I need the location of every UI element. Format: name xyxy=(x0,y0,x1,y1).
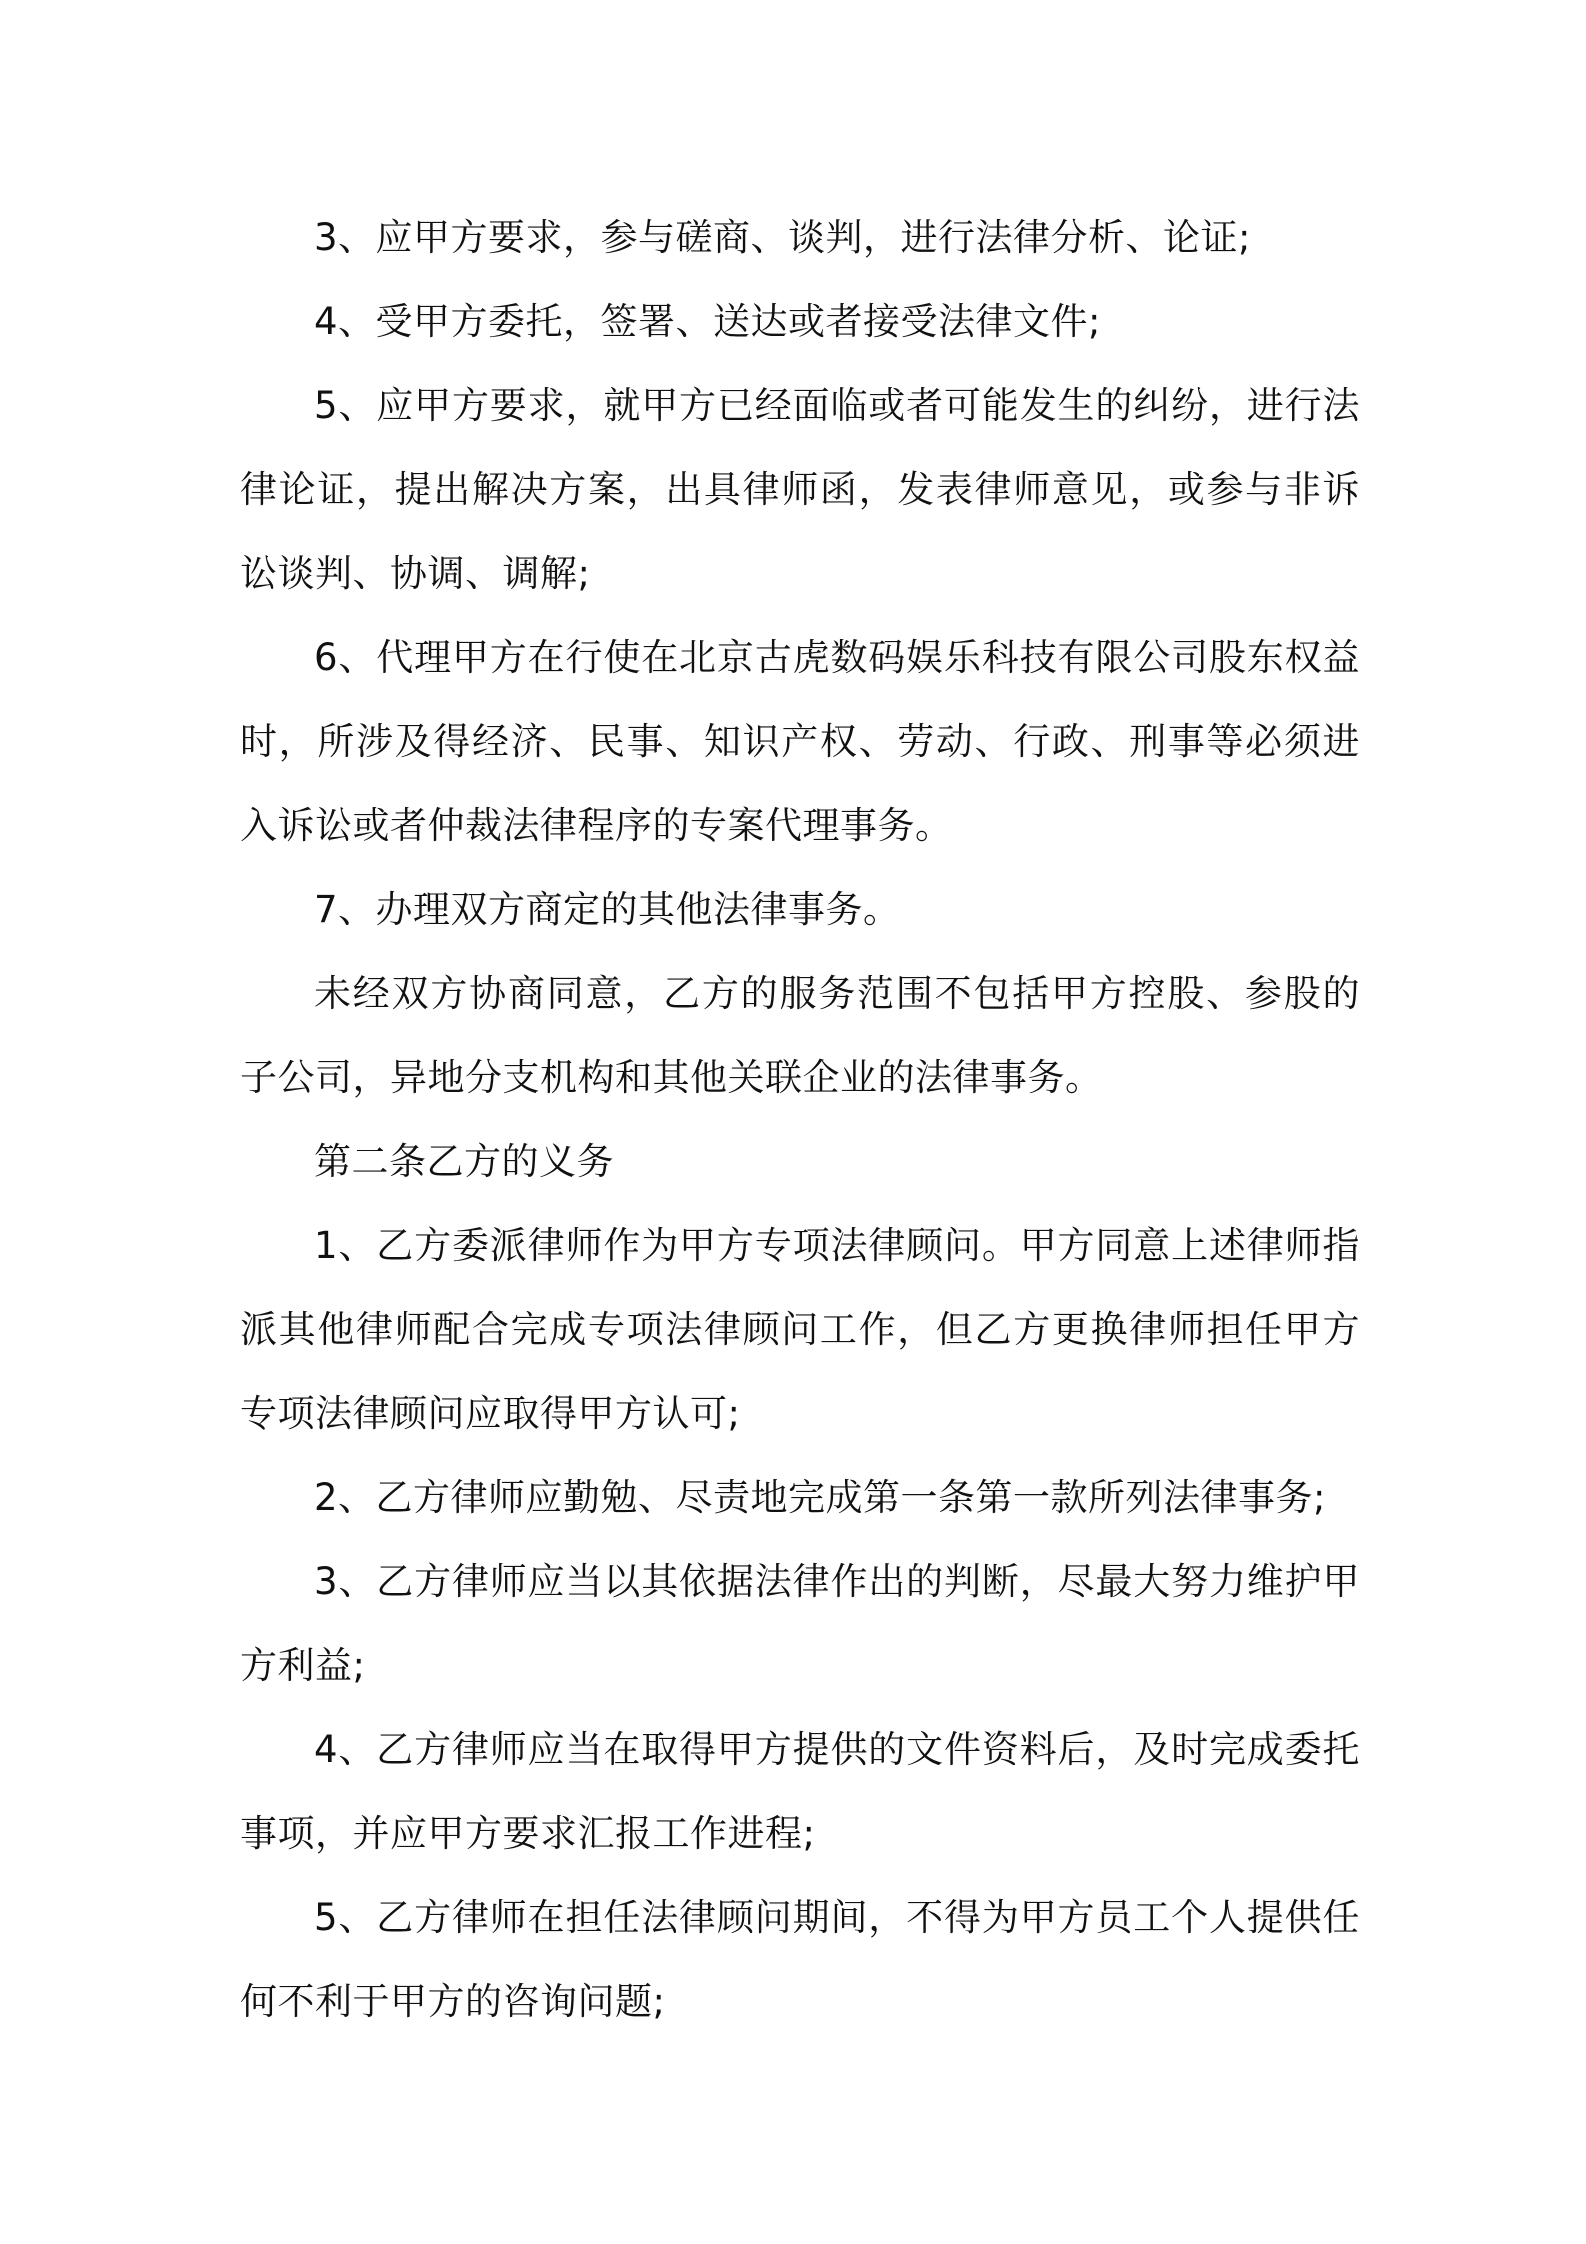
paragraph-item-7: 7、办理双方商定的其他法律事务。 xyxy=(314,888,901,931)
obligation-item-5: 5、乙方律师在担任法律顾问期间，不得为甲方员工个人提供任何不利于甲方的咨询问题; xyxy=(240,1896,1360,2023)
obligation-item-3: 3、乙方律师应当以其依据法律作出的判断，尽最大努力维护甲方利益; xyxy=(240,1560,1360,1687)
paragraph-item-4: 4、受甲方委托，签署、送达或者接受法律文件; xyxy=(314,300,1102,343)
paragraph-item-6: 6、代理甲方在行使在北京古虎数码娱乐科技有限公司股东权益时，所涉及得经济、民事、知识产权、劳动、行政、刑事等必须进入诉讼或者仲裁法律程序的专案代理事务。 xyxy=(240,636,1360,847)
paragraph-service-scope: 未经双方协商同意，乙方的服务范围不包括甲方控股、参股的子公司，异地分支机构和其他关联企业的法律事务。 xyxy=(240,972,1360,1099)
document-body xyxy=(240,196,1360,2044)
obligation-item-1: 1、乙方委派律师作为甲方专项法律顾问。甲方同意上述律师指派其他律师配合完成专项法律顾问工作，但乙方更换律师担任甲方专项法律顾问应取得甲方认可; xyxy=(240,1224,1360,1435)
obligation-item-2: 2、乙方律师应勤勉、尽责地完成第一条第一款所列法律事务; xyxy=(314,1476,1327,1519)
paragraph-item-5: 5、应甲方要求，就甲方已经面临或者可能发生的纠纷，进行法律论证，提出解决方案，出具律师函，发表律师意见，或参与非诉讼谈判、协调、调解; xyxy=(240,384,1360,595)
obligation-item-4: 4、乙方律师应当在取得甲方提供的文件资料后，及时完成委托事项，并应甲方要求汇报工作进程; xyxy=(240,1728,1360,1855)
section-heading: 第二条乙方的义务 xyxy=(314,1140,614,1183)
paragraph-item-3: 3、应甲方要求，参与磋商、谈判，进行法律分析、论证; xyxy=(314,216,1252,259)
